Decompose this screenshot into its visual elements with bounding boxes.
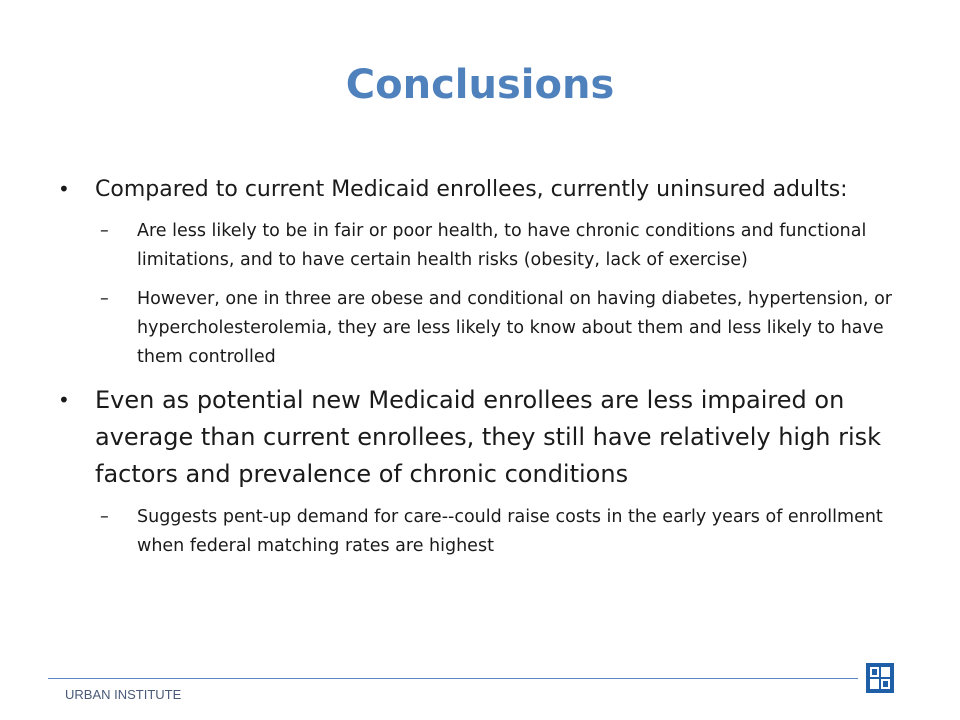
bullet-2-sub-1 <box>58 503 918 561</box>
bullet-1-sub-1-text: Are less likely to be in fair or poor health, to have chronic conditions and functional limitations, and to have certain health risks (obesity, lack of exercise) <box>137 221 867 270</box>
bullet-1-sub-1 <box>58 217 918 275</box>
bullet-1-text: Compared to current Medicaid enrollees, currently uninsured adults: <box>95 177 848 202</box>
sub-dash: – <box>100 289 109 309</box>
sub-dash: – <box>100 221 109 241</box>
bullet-2 <box>58 382 918 493</box>
footer-divider <box>48 678 858 679</box>
sub-dash: – <box>100 507 109 527</box>
slide-title: Conclusions <box>345 62 615 108</box>
bullet-2-text: Even as potential new Medicaid enrollees are less impaired on average than current enrollees, they still have relatively high risk factors and prevalence of chronic conditions <box>95 386 882 488</box>
urban-institute-logo-icon <box>866 663 894 693</box>
bullet-1-sub-2 <box>58 285 918 372</box>
bullet-1 <box>58 172 918 207</box>
bullet-2-sub-1-text: Suggests pent-up demand for care--could raise costs in the early years of enrollment when federal matching rates are highest <box>137 507 883 556</box>
bullet-dot: • <box>58 177 70 201</box>
slide-body <box>58 172 918 571</box>
footer-org-name: URBAN INSTITUTE <box>65 687 182 702</box>
bullet-dot: • <box>58 388 70 412</box>
bullet-1-sub-2-text: However, one in three are obese and conditional on having diabetes, hypertension, or hypercholesterolemia, they are less likely to know about them and less likely to have them controlled <box>137 289 892 367</box>
